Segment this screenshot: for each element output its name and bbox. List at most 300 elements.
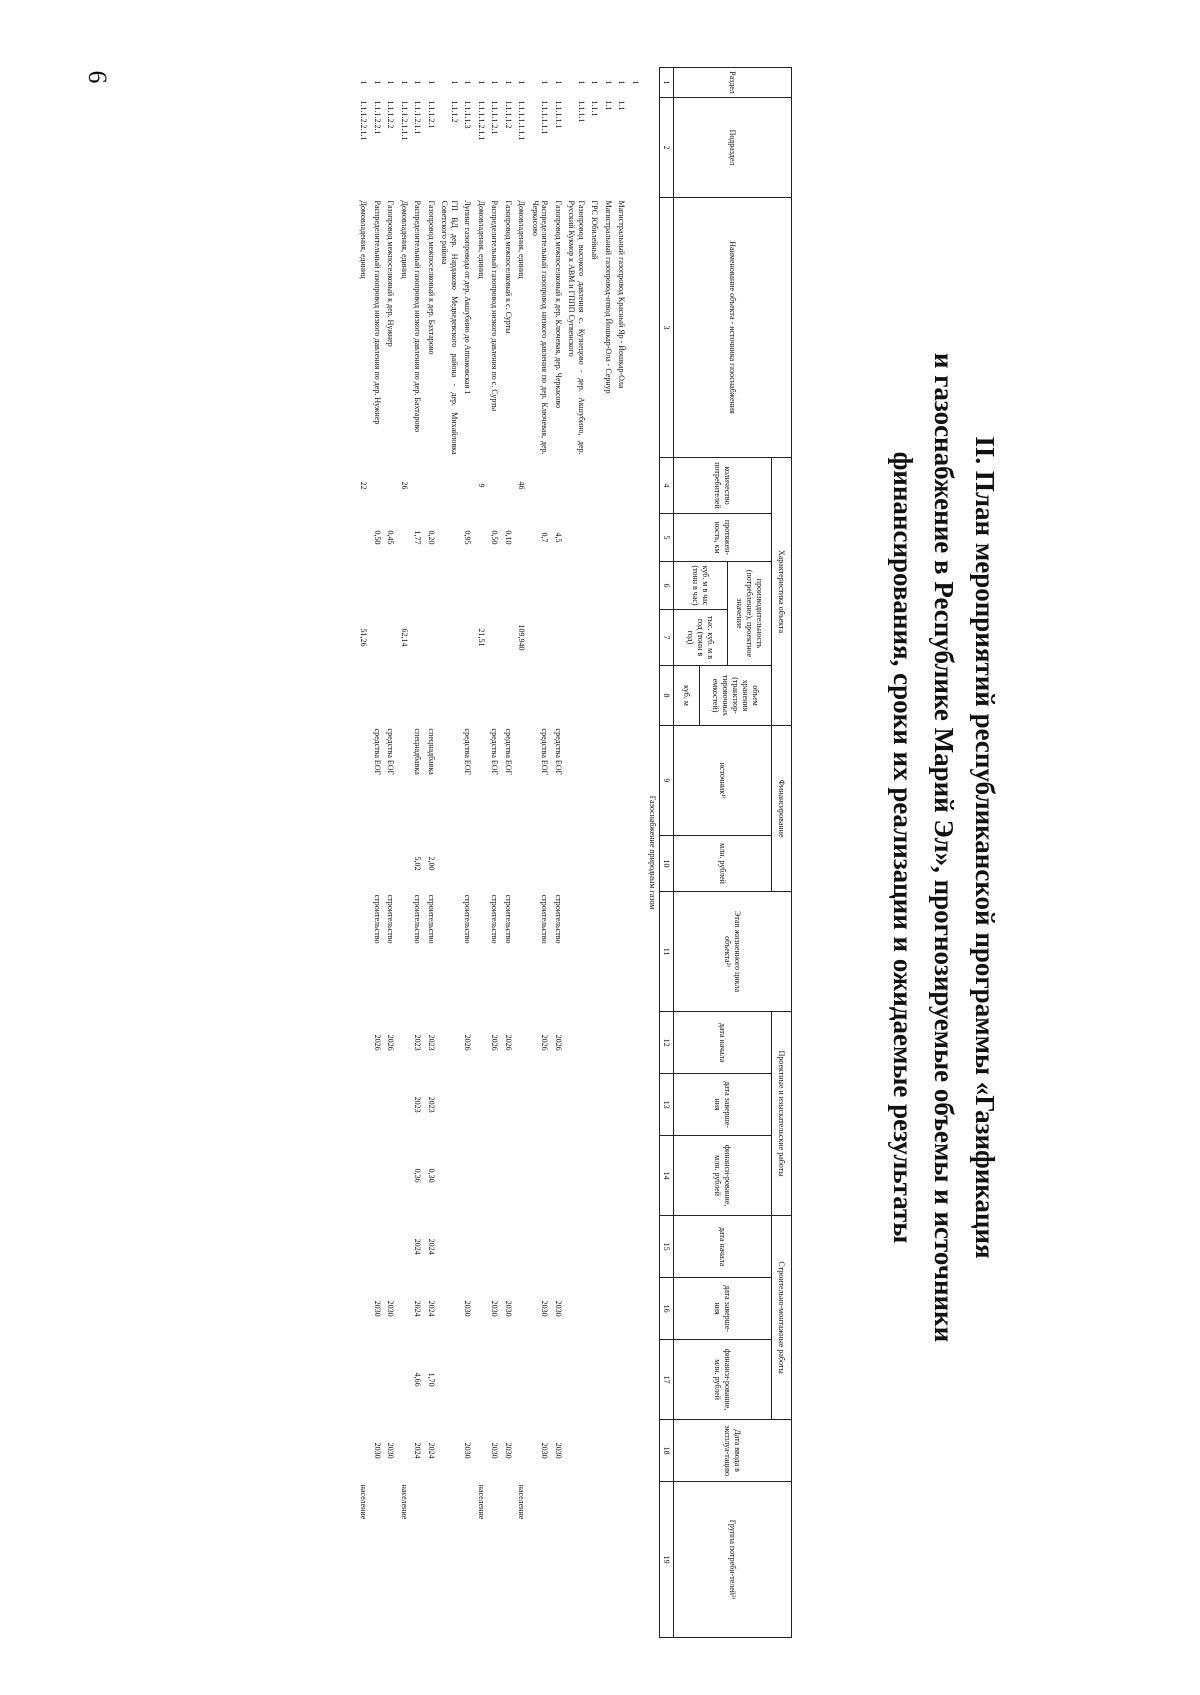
cell-storage — [384, 666, 398, 726]
cell-design-fin — [461, 1136, 475, 1216]
cell-constr-start — [552, 1216, 566, 1278]
cell-stage: строительство — [386, 894, 396, 944]
cell-design-start: 2023 — [413, 1034, 423, 1051]
table-row — [461, 68, 475, 1638]
cell-k-m3-year — [488, 610, 502, 666]
cell-razdel: 1 — [517, 80, 527, 85]
cell-razdel: 1 — [604, 80, 613, 85]
cell-storage — [552, 666, 566, 726]
cell-consumers — [438, 458, 461, 514]
header-consumer-group: Группа потреби-телей³⁾ — [674, 1482, 792, 1638]
cell-mln-rub — [384, 836, 398, 892]
cell-storage — [425, 666, 439, 726]
cell-constr-fin — [629, 1340, 643, 1420]
table-row — [565, 68, 588, 1638]
cell-storage — [438, 666, 461, 726]
cell-constr-end: 2030 — [554, 1300, 563, 1317]
cell-m3-hour — [384, 562, 398, 610]
column-number: 13 — [660, 1074, 674, 1136]
cell-razdel: 1 — [386, 80, 396, 85]
cell-commission — [602, 1420, 616, 1482]
cell-mln-rub — [371, 836, 385, 892]
table-row — [615, 68, 629, 1638]
cell-source: средства ЕОГ — [373, 728, 382, 776]
cell-mln-rub — [529, 836, 552, 892]
cell-source: спецнадбавка — [413, 728, 423, 775]
cell-design-end: 2023 — [427, 1096, 436, 1113]
cell-commission: 2030 — [504, 1442, 513, 1459]
cell-razdel: 1 — [490, 80, 500, 85]
cell-group — [371, 1482, 385, 1638]
cell-design-fin — [629, 1136, 643, 1216]
column-number: 9 — [660, 726, 674, 836]
cell-consumers — [411, 458, 425, 514]
cell-constr-start — [357, 1216, 371, 1278]
cell-name: ГП ВД дер. Нардаково Медведевского района - дер. Михайловка Советского района — [440, 200, 459, 455]
cell-length: 0,20 — [427, 530, 436, 545]
cell-razdel: 1 — [577, 80, 586, 85]
cell-storage — [411, 666, 425, 726]
table-row — [438, 68, 461, 1638]
cell-commission: 2030 — [463, 1442, 473, 1459]
cell-m3-hour — [515, 562, 529, 610]
cell-constr-start — [602, 1216, 616, 1278]
cell-stage: строительство — [373, 894, 382, 944]
cell-constr-start — [488, 1216, 502, 1278]
cell-source — [615, 726, 629, 836]
cell-m3-hour — [371, 562, 385, 610]
cell-constr-end: 2024 — [413, 1300, 423, 1317]
cell-stage — [515, 892, 529, 1012]
cell-source — [602, 726, 616, 836]
column-number: 11 — [660, 892, 674, 1012]
cell-razdel: 1 — [427, 80, 436, 85]
cell-mln-rub — [488, 836, 502, 892]
cell-design-start — [629, 1012, 643, 1074]
cell-stage — [615, 892, 629, 1012]
cell-m3-hour — [588, 562, 602, 610]
cell-design-end — [615, 1074, 629, 1136]
cell-design-start — [588, 1012, 602, 1074]
cell-constr-fin — [461, 1340, 475, 1420]
cell-name: Газопровод межпоселковый к дер. Ключевая, дер. Черкасово — [554, 200, 563, 409]
cell-k-m3-year: 109,940 — [517, 624, 527, 651]
cell-razdel: 1 — [554, 80, 563, 85]
table-row — [602, 68, 616, 1638]
header-name: Наименование объекта - источника газоснабжения — [674, 198, 792, 458]
cell-constr-end: 2030 — [540, 1300, 550, 1317]
cell-podrazdel: 1.1.1.1.1.1.1 — [517, 100, 527, 141]
cell-constr-fin — [384, 1340, 398, 1420]
column-number: 18 — [660, 1420, 674, 1482]
title-line: и газоснабжение в Республике Марий Эл», прогнозируемые объемы и источники — [929, 352, 959, 1343]
cell-group — [488, 1482, 502, 1638]
cell-stage — [357, 892, 371, 1012]
cell-m3-hour — [502, 562, 516, 610]
cell-razdel: 1 — [590, 80, 600, 85]
cell-length: 0,10 — [504, 530, 513, 545]
cell-design-end — [371, 1074, 385, 1136]
cell-k-m3-year — [615, 610, 629, 666]
page-number: 6 — [83, 70, 112, 84]
cell-podrazdel: 1.1.1.1.1 — [554, 100, 563, 129]
header-financing: Финансирование — [772, 726, 792, 892]
cell-constr-start — [438, 1216, 461, 1278]
cell-constr-fin — [588, 1340, 602, 1420]
cell-m3-hour — [488, 562, 502, 610]
cell-name: Газопровод межпоселковый к с. Сурты — [504, 200, 513, 334]
cell-consumers — [371, 458, 385, 514]
cell-constr-start — [529, 1216, 552, 1278]
cell-podrazdel: 1.1.1.2.1.1 — [413, 100, 423, 135]
cell-group — [629, 1482, 643, 1638]
cell-razdel: 1 — [504, 80, 513, 85]
cell-design-end — [552, 1074, 566, 1136]
table-row — [357, 68, 371, 1638]
cell-constr-start — [629, 1216, 643, 1278]
cell-length: 0,7 — [540, 532, 550, 543]
cell-consumers — [461, 458, 475, 514]
cell-constr-fin — [398, 1340, 412, 1420]
cell-name: Домовладения, единиц — [359, 200, 369, 279]
cell-name: Магистральный газопровод-отвод Йошкар-Ола - Сернур — [604, 200, 613, 394]
cell-constr-fin — [615, 1340, 629, 1420]
cell-mln-rub — [602, 836, 616, 892]
cell-k-m3-year — [602, 610, 616, 666]
header-m3-hour: куб. м в час (тонн в час) — [674, 562, 728, 610]
cell-constr-end — [615, 1278, 629, 1340]
cell-podrazdel: 1.1.1.1.1.1 — [540, 100, 550, 135]
cell-length — [515, 514, 529, 562]
title-line: финансирования, сроки их реализации и ожидаемые результаты — [888, 451, 918, 1244]
cell-design-end — [602, 1074, 616, 1136]
cell-consumers — [384, 458, 398, 514]
cell-constr-start — [515, 1216, 529, 1278]
column-number: 1 — [660, 68, 674, 98]
cell-source: средства ЕОГ — [463, 728, 473, 776]
cell-consumers — [529, 458, 552, 514]
header-productivity: производительность (потребление), проектное значение — [728, 562, 772, 666]
cell-stage — [588, 892, 602, 1012]
cell-k-m3-year — [502, 610, 516, 666]
cell-stage: строительство — [540, 894, 550, 944]
cell-constr-end: 2030 — [463, 1300, 473, 1317]
cell-mln-rub — [357, 836, 371, 892]
cell-stage — [565, 892, 588, 1012]
cell-name: Домовладения, единиц — [517, 200, 527, 279]
cell-stage: строительство — [504, 894, 513, 944]
cell-stage: строительство — [413, 894, 423, 944]
cell-stage: строительство — [427, 894, 436, 944]
cell-mln-rub — [398, 836, 412, 892]
cell-design-start: 2026 — [554, 1034, 563, 1051]
cell-constr-end — [602, 1278, 616, 1340]
cell-constr-start — [461, 1216, 475, 1278]
cell-commission: 2024 — [413, 1442, 423, 1459]
table-row — [552, 68, 566, 1638]
cell-razdel: 1 — [373, 80, 382, 85]
header-commission-date: Дата ввода в эксплуа-тацию — [674, 1420, 792, 1482]
cell-design-start: 2026 — [490, 1034, 500, 1051]
cell-constr-start — [398, 1216, 412, 1278]
cell-podrazdel: 1.1.1.2 — [450, 100, 459, 123]
cell-source — [357, 726, 371, 836]
header-constr-end: дата заверше-ния — [674, 1278, 772, 1340]
cell-group — [425, 1482, 439, 1638]
table-row — [475, 68, 489, 1638]
cell-mln-rub — [515, 836, 529, 892]
cell-commission: 2030 — [540, 1442, 550, 1459]
column-number: 15 — [660, 1216, 674, 1278]
table-row — [629, 68, 643, 1638]
cell-storage — [529, 666, 552, 726]
cell-design-fin — [552, 1136, 566, 1216]
cell-source — [565, 726, 588, 836]
cell-constr-end — [438, 1278, 461, 1340]
cell-razdel: 1 — [617, 80, 627, 85]
column-number: 12 — [660, 1012, 674, 1074]
cell-storage — [357, 666, 371, 726]
cell-stage — [629, 892, 643, 1012]
cell-group: население — [517, 1484, 527, 1520]
cell-k-m3-year — [384, 610, 398, 666]
cell-m3-hour — [629, 562, 643, 610]
cell-k-m3-year — [588, 610, 602, 666]
cell-razdel: 1 — [463, 80, 473, 85]
cell-commission — [515, 1420, 529, 1482]
cell-design-start: 2026 — [540, 1034, 550, 1051]
table-row — [398, 68, 412, 1638]
cell-razdel: 1 — [450, 80, 459, 85]
cell-podrazdel: 1.1.1.1.2.1 — [490, 100, 500, 135]
cell-constr-fin — [371, 1340, 385, 1420]
cell-consumers — [488, 458, 502, 514]
cell-mln-rub — [502, 836, 516, 892]
cell-consumers — [588, 458, 602, 514]
header-storage: объем хранения (транспор-тировочных емкостей) — [700, 666, 772, 726]
cell-name: Распределительный газопровод низкого давления по дер. Бахтарово — [413, 200, 423, 433]
cell-commission: 2030 — [490, 1442, 500, 1459]
cell-consumers — [565, 458, 588, 514]
cell-length: 4,5 — [554, 532, 563, 543]
column-number: 8 — [660, 666, 674, 726]
cell-podrazdel — [629, 98, 643, 198]
cell-source — [438, 726, 461, 836]
cell-mln-rub — [438, 836, 461, 892]
column-number: 4 — [660, 458, 674, 514]
cell-constr-start — [615, 1216, 629, 1278]
header-constr-start: дата начала — [674, 1216, 772, 1278]
plan-table — [357, 67, 792, 1638]
header-design-fin: финанси-рование, млн. рублей — [674, 1136, 772, 1216]
cell-design-fin — [357, 1136, 371, 1216]
cell-constr-start — [475, 1216, 489, 1278]
cell-constr-fin: 4,66 — [413, 1372, 423, 1387]
cell-constr-start: 2024 — [413, 1238, 423, 1255]
cell-storage — [371, 666, 385, 726]
cell-design-end — [438, 1074, 461, 1136]
cell-design-end: 2023 — [413, 1096, 423, 1113]
cell-name: ГРС Юбилейный — [590, 200, 600, 260]
cell-design-start — [515, 1012, 529, 1074]
cell-group: население — [477, 1484, 486, 1520]
cell-podrazdel: 1.1.1.1.2 — [504, 100, 513, 129]
cell-group: население — [400, 1484, 409, 1520]
cell-design-start — [357, 1012, 371, 1074]
table-row — [488, 68, 502, 1638]
cell-k-m3-year — [461, 610, 475, 666]
cell-design-start — [565, 1012, 588, 1074]
cell-source: средства ЕОГ — [386, 728, 396, 776]
cell-constr-fin — [529, 1340, 552, 1420]
cell-storage — [502, 666, 516, 726]
cell-m3-hour — [552, 562, 566, 610]
header-design-end: дата заверше-ния — [674, 1074, 772, 1136]
cell-group: население — [359, 1484, 369, 1520]
cell-constr-fin — [488, 1340, 502, 1420]
cell-stage — [475, 892, 489, 1012]
cell-constr-end: 2024 — [427, 1300, 436, 1317]
table-row — [529, 68, 552, 1638]
cell-consumers: 9 — [477, 483, 486, 488]
cell-consumers — [552, 458, 566, 514]
cell-m3-hour — [461, 562, 475, 610]
cell-design-end — [502, 1074, 516, 1136]
cell-podrazdel: 1.1 — [604, 100, 613, 111]
cell-constr-end — [475, 1278, 489, 1340]
cell-razdel: 1 — [413, 80, 423, 85]
cell-storage — [461, 666, 475, 726]
cell-commission — [438, 1420, 461, 1482]
cell-constr-start — [588, 1216, 602, 1278]
header-podrazdel: Подраздел — [674, 98, 792, 198]
cell-design-fin — [529, 1136, 552, 1216]
title-line: II. План мероприятий республиканской программы «Газификация — [970, 436, 1000, 1259]
cell-constr-start — [371, 1216, 385, 1278]
cell-consumers — [502, 458, 516, 514]
cell-constr-end — [629, 1278, 643, 1340]
cell-name: Газопровод межпоселковый к дер. Бахтарово — [427, 200, 436, 355]
cell-stage: строительство — [554, 894, 563, 944]
header-source: источник¹⁾ — [674, 726, 772, 836]
column-number: 5 — [660, 514, 674, 562]
table-row — [425, 68, 439, 1638]
cell-m3-hour — [438, 562, 461, 610]
header-constr-fin: финанси-рование, млн. рублей — [674, 1340, 772, 1420]
cell-design-fin — [502, 1136, 516, 1216]
cell-constr-start — [565, 1216, 588, 1278]
table-row — [588, 68, 602, 1638]
cell-constr-fin — [502, 1340, 516, 1420]
cell-m3-hour — [615, 562, 629, 610]
cell-k-m3-year: 51,26 — [359, 628, 369, 647]
cell-constr-start — [384, 1216, 398, 1278]
cell-source: средства ЕОГ — [554, 728, 563, 776]
cell-design-start — [615, 1012, 629, 1074]
column-number: 19 — [660, 1482, 674, 1638]
cell-design-fin — [488, 1136, 502, 1216]
cell-name: Распределительный газопровод низкого давления по с. Сурты — [490, 200, 500, 412]
cell-constr-end — [515, 1278, 529, 1340]
cell-group — [615, 1482, 629, 1638]
cell-design-end — [398, 1074, 412, 1136]
cell-source — [515, 726, 529, 836]
cell-design-start — [438, 1012, 461, 1074]
cell-storage — [629, 666, 643, 726]
cell-name: Распределительный газопровод низкого давления по дер. Нужнер — [373, 200, 382, 425]
cell-design-start: 2026 — [463, 1034, 473, 1051]
cell-consumers: 26 — [400, 481, 409, 490]
cell-design-end — [529, 1074, 552, 1136]
cell-constr-end — [398, 1278, 412, 1340]
cell-storage — [475, 666, 489, 726]
cell-storage — [565, 666, 588, 726]
cell-constr-start — [502, 1216, 516, 1278]
cell-constr-fin: 1,70 — [427, 1372, 436, 1387]
cell-m3-hour — [398, 562, 412, 610]
cell-mln-rub: 5,02 — [413, 856, 423, 871]
cell-m3-hour — [475, 562, 489, 610]
cell-source — [588, 726, 602, 836]
cell-podrazdel: 1.1.1.1.2.1.1 — [477, 100, 486, 141]
cell-design-fin — [475, 1136, 489, 1216]
header-construction-works: Строительно-монтажные работы — [772, 1216, 792, 1420]
cell-name: Газопровод межпоселковый к дер. Нужнер — [386, 200, 396, 347]
cell-design-end — [488, 1074, 502, 1136]
cell-k-m3-year — [565, 610, 588, 666]
cell-source: средства ЕОГ — [490, 728, 500, 776]
column-number: 14 — [660, 1136, 674, 1216]
cell-podrazdel: 1.1.1.2.1.1.1 — [400, 100, 409, 141]
cell-length — [357, 514, 371, 562]
cell-commission — [475, 1420, 489, 1482]
table-header — [660, 68, 792, 1638]
cell-commission: 2024 — [427, 1442, 436, 1459]
plan-table-wrapper — [357, 67, 792, 1637]
cell-design-end — [565, 1074, 588, 1136]
cell-m3-hour — [602, 562, 616, 610]
header-consumers: количество потребителей — [674, 458, 772, 514]
cell-source: средства ЕОГ — [504, 728, 513, 776]
cell-name — [629, 198, 643, 458]
cell-length: 0,50 — [373, 530, 382, 545]
header-length: протяжен-ность, км — [674, 514, 772, 562]
column-number: 10 — [660, 836, 674, 892]
cell-design-fin — [615, 1136, 629, 1216]
cell-m3-hour — [411, 562, 425, 610]
cell-length — [602, 514, 616, 562]
cell-m3-hour — [425, 562, 439, 610]
cell-podrazdel: 1.1.1.2.2 — [386, 100, 396, 129]
header-razdel: Раздел — [674, 68, 792, 98]
cell-length — [565, 514, 588, 562]
cell-group — [502, 1482, 516, 1638]
cell-constr-end: 2030 — [373, 1300, 382, 1317]
cell-m3-hour — [565, 562, 588, 610]
column-number: 16 — [660, 1278, 674, 1340]
cell-group — [529, 1482, 552, 1638]
cell-group — [602, 1482, 616, 1638]
cell-mln-rub — [588, 836, 602, 892]
cell-constr-start: 2024 — [427, 1238, 436, 1255]
cell-commission — [629, 1420, 643, 1482]
cell-group — [552, 1482, 566, 1638]
cell-podrazdel: 1.1.1.2.1 — [427, 100, 436, 129]
cell-razdel: 1 — [477, 80, 486, 85]
cell-group — [588, 1482, 602, 1638]
cell-constr-fin — [357, 1340, 371, 1420]
cell-length — [438, 514, 461, 562]
